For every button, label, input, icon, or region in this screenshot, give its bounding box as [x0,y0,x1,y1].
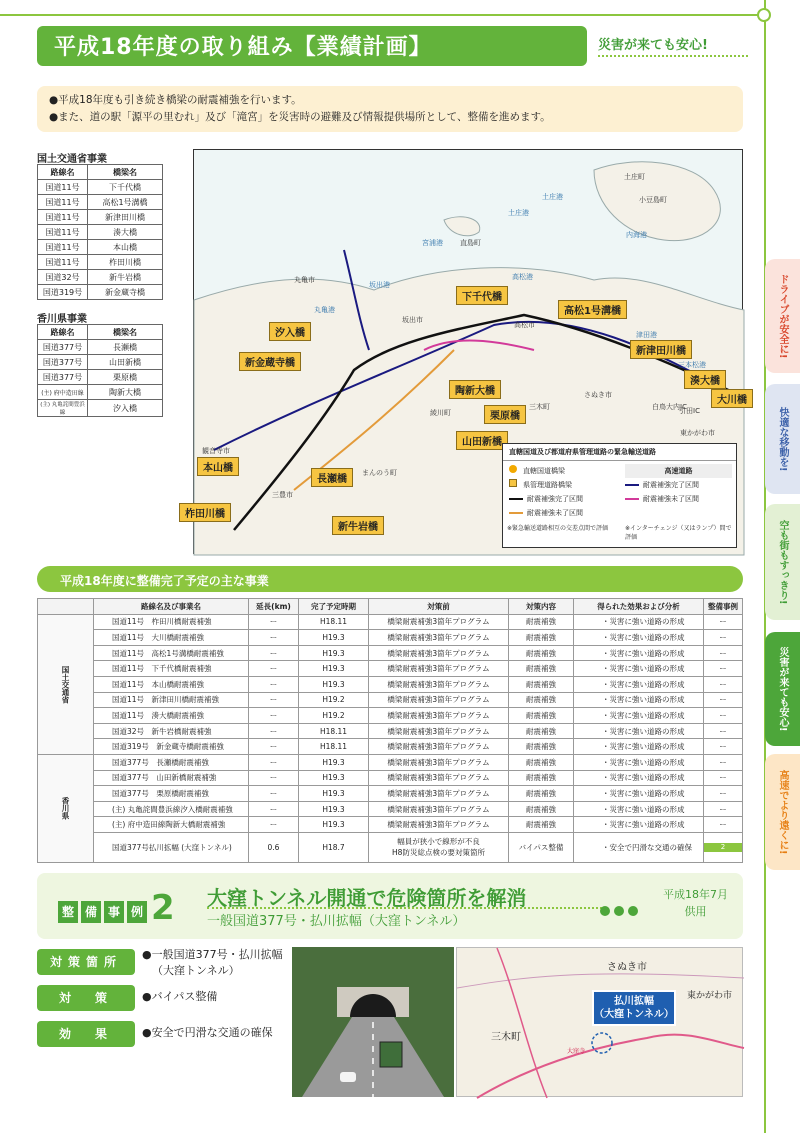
tab-clean-sky-city[interactable]: 空も街もすっきり! [765,504,800,620]
cell: H19.3 [299,754,369,770]
cell: ・災害に強い道路の形成 [574,692,704,708]
place-label: 高松市 [514,321,535,329]
cell: ・災害に強い道路の形成 [574,817,704,833]
place-label: まんのう町 [362,469,397,477]
cell: H19.3 [299,630,369,646]
cell: ー [704,676,743,692]
cell: 国道11号 湊大橋耐震補強 [94,708,249,724]
cell: ー [249,770,299,786]
bridge-label: 湊大橋 [684,370,726,389]
case-tag-char: 事 [104,901,124,923]
table-row [38,645,743,661]
cell: 橋梁耐震補強3箇年プログラム [369,692,509,708]
subtitle-rule [598,55,748,57]
table-row [38,770,743,786]
tab-drive-safety[interactable]: ドライブが安全に! [765,259,800,373]
tab-disaster-safety[interactable]: 災害が来ても安心! [765,632,800,746]
road-cell: 国道377号 [38,355,88,370]
case-title: 大窪トンネル開通で危険箇所を解消 [207,886,527,910]
group-cell: 香川県 [38,754,94,862]
cell: ・災害に強い道路の形成 [574,645,704,661]
highway-title: 高速道路 [625,464,732,478]
place-label: さぬき市 [584,391,612,399]
col-header: 路線名及び事業名 [94,599,249,615]
place-label: 土庄港 [542,193,563,201]
cell [369,832,509,862]
callout-line: （大窪トンネル） [594,1009,674,1020]
col-header: 橋梁名 [88,325,163,340]
legend-item [509,506,615,520]
cell: ・災害に強い道路の形成 [574,786,704,802]
intro-line: ●また、道の駅「源平の里むれ」及び「滝宮」を災害時の避難及び情報提供場所として、整備を進めます。 [49,111,551,123]
tunnel-illustration [292,947,454,1097]
road-cell: 国道377号 [38,340,88,355]
cell: 耐震補強 [509,676,574,692]
cell: ー [704,645,743,661]
table-row [38,355,163,370]
road-cell: 国道319号 [38,285,88,300]
legend-item [509,464,615,478]
cell: ー [249,817,299,833]
road-cell: 国道377号 [38,370,88,385]
map-label: 三木町 [491,1032,521,1043]
before-line: H8防災総点検の要対策箇所 [392,848,485,858]
cell: H18.7 [299,832,369,862]
place-label: 津田港 [636,331,657,339]
cell: バイパス整備 [509,832,574,862]
place-label: 宮浦港 [422,239,443,247]
table-row [38,739,743,755]
cell [704,832,743,862]
island-naoshima [444,217,480,236]
cell: ー [704,801,743,817]
cell: 国道377号 栗原橋耐震補強 [94,786,249,802]
bridge-label: 新金蔵寺橋 [239,352,301,371]
place-label: 坂出市 [402,316,423,324]
table-row [38,270,163,285]
case-rule [207,907,602,909]
cell: 国道11号 柞田川橋耐震補強 [94,614,249,630]
col-header: 完了予定時期 [299,599,369,615]
table-row [38,786,743,802]
col-header: 路線名 [38,165,88,180]
table-row [38,832,743,862]
bridge-label: 汐入橋 [269,322,311,341]
cell: ー [704,630,743,646]
case-tag-char: 整 [58,901,78,923]
cell: 橋梁耐震補強3箇年プログラム [369,770,509,786]
cell: 橋梁耐震補強3箇年プログラム [369,786,509,802]
cell: H19.3 [299,801,369,817]
place-label: 三本松港 [678,361,706,369]
cell: ・災害に強い道路の形成 [574,630,704,646]
intro-box [37,86,743,132]
legend-item [625,492,732,506]
cell: 耐震補強 [509,645,574,661]
place-label: 丸亀市 [294,276,315,284]
cell: 橋梁耐震補強3箇年プログラム [369,801,509,817]
place-label: 三木町 [529,403,550,411]
cell: ー [704,817,743,833]
road-cell: 国道11号 [38,210,88,225]
cell: 橋梁耐震補強3箇年プログラム [369,754,509,770]
map-label: 大窪寺 [567,1048,586,1055]
case-number: 2 [151,888,175,928]
cell: ・災害に強い道路の形成 [574,661,704,677]
cell: ・災害に強い道路の形成 [574,739,704,755]
place-label: 小豆島町 [639,196,667,204]
cell: ・安全で円滑な交通の確保 [574,832,704,862]
legend-item [625,478,732,492]
legend-text: 耐震補強完了区間 [527,495,583,503]
col-header: 整備事例 [704,599,743,615]
map-label: さぬき市 [607,962,647,973]
cell: 国道11号 高松1号溝橋耐震補強 [94,645,249,661]
bridge-label: 新津田川橋 [630,340,692,359]
legend-note: ※インターチェンジ（又はランプ）間で評価 [625,525,732,541]
legend-note: ※緊急輸送道路相互の交差点間で評価 [507,525,609,532]
bridge-label: 下千代橋 [456,286,508,305]
table-row [38,340,163,355]
cell: 橋梁耐震補強3箇年プログラム [369,708,509,724]
cell: ・災害に強い道路の形成 [574,754,704,770]
case-date [648,886,743,920]
cell: H19.3 [299,676,369,692]
table-row [38,255,163,270]
col-header: 路線名 [38,325,88,340]
place-label: 土庄町 [624,173,645,181]
page-title: 平成18年度の取り組み【業績計画】 [54,35,432,60]
bridge-label: 柞田川橋 [179,503,231,522]
cell: 国道377号 山田新橋耐震補強 [94,770,249,786]
table-row [38,630,743,646]
cell: 国道32号 新牛岩橋耐震補強 [94,723,249,739]
kagawa-label: 香川県事業 [37,314,87,325]
group-cell: 国土交通省 [38,614,94,754]
place-label: 東かがわ市 [680,429,715,437]
header-dot [757,8,771,22]
cell: ・災害に強い道路の形成 [574,723,704,739]
dot-ornament [600,906,638,916]
cell: ー [704,661,743,677]
road-cell: 国道11号 [38,255,88,270]
legend-item [509,478,615,492]
cell: 耐震補強 [509,708,574,724]
cell: 耐震補強 [509,801,574,817]
bridge-label: 新牛岩橋 [332,516,384,535]
bridge-label: 高松1号溝橋 [558,300,627,319]
cell: H18.11 [299,614,369,630]
cell: 耐震補強 [509,723,574,739]
bridge-cell: 湊大橋 [88,225,163,240]
bridge-cell: 長瀬橋 [88,340,163,355]
cell: ー [249,661,299,677]
text-line: ●一般国道377号・払川拡幅 [142,948,283,961]
road-cell: (主) 丸亀詫間豊浜線 [38,400,88,417]
cell: ー [249,676,299,692]
table-row [38,801,743,817]
bridge-label: 栗原橋 [484,405,526,424]
cell: H19.3 [299,770,369,786]
schedule-title: 平成18年度に整備完了予定の主な事業 [60,574,269,588]
tunnel-photo [292,947,454,1097]
bridge-label: 山田新橋 [456,431,508,450]
page-subtitle: 災害が来ても安心! [598,38,708,53]
cell: 耐震補強 [509,817,574,833]
label-measure: 対 策 [37,985,135,1011]
table-row [38,225,163,240]
label-location: 対策箇所 [37,949,135,975]
table-row [38,385,163,400]
cell: 国道11号 新津田川橋耐震補強 [94,692,249,708]
cell: ー [249,614,299,630]
cell: ー [249,786,299,802]
place-label: 綾川町 [430,409,451,417]
road-cell: (主) 府中造田線 [38,385,88,400]
table-row [38,180,163,195]
table-row [38,210,163,225]
cell: H19.3 [299,817,369,833]
cell: 橋梁耐震補強3箇年プログラム [369,630,509,646]
place-label: 坂出港 [369,281,390,289]
legend-text: 県管理道路橋梁 [523,481,572,489]
cell: ー [249,630,299,646]
table-row [38,614,743,630]
mlit-table [37,164,163,300]
label-effect: 効 果 [37,1021,135,1047]
location-text [142,947,283,979]
cell: 耐震補強 [509,786,574,802]
place-label: 引田IC [679,407,700,415]
table-row [38,817,743,833]
mlit-label: 国土交通省事業 [37,154,107,165]
map-label: 東かがわ市 [687,991,733,1001]
place-label: 丸亀港 [314,306,335,314]
date-line: 供用 [684,905,707,918]
table-row [38,400,163,417]
group-header [38,599,94,615]
table-row [38,692,743,708]
cell: 橋梁耐震補強3箇年プログラム [369,739,509,755]
map-legend [502,443,737,548]
cell: 国道11号 下千代橋耐震補強 [94,661,249,677]
bridge-cell: 山田新橋 [88,355,163,370]
cell: 国道11号 大川橋耐震補強 [94,630,249,646]
legend-text: 耐震補強未了区間 [643,495,699,503]
bridge-label: 長瀬橋 [311,468,353,487]
bridge-label: 本山橋 [197,457,239,476]
cell: ・災害に強い道路の形成 [574,801,704,817]
bridge-cell: 陶新大橋 [88,385,163,400]
cell: H19.2 [299,692,369,708]
bridge-map [185,149,747,554]
case-link-button[interactable]: 2 [704,843,742,852]
bridge-cell: 下千代橋 [88,180,163,195]
bridge-cell: 新金蔵寺橋 [88,285,163,300]
callout-line: 払川拡幅 [614,996,654,1007]
cell: ー [249,708,299,724]
cell: 0.6 [249,832,299,862]
place-label: 白鳥大内IC [652,403,687,411]
intro-line: ●平成18年度も引き続き橋梁の耐震補強を行います。 [49,94,302,106]
road-cell: 国道32号 [38,270,88,285]
text-line: （大窪トンネル） [152,964,240,977]
cell: ー [249,739,299,755]
cell: 耐震補強 [509,754,574,770]
cell: 国道319号 新金蔵寺橋耐震補強 [94,739,249,755]
bridge-label: 大川橋 [711,389,753,408]
effect-text: ●安全で円滑な交通の確保 [142,1026,273,1039]
bridge-cell: 新津田川橋 [88,210,163,225]
case-tag-char: 備 [81,901,101,923]
cell: ー [704,786,743,802]
cell: ・災害に強い道路の形成 [574,770,704,786]
cell: ー [249,692,299,708]
road-cell: 国道11号 [38,225,88,240]
cell: H19.3 [299,661,369,677]
legend-title: 直轄国道及び都道府県管理道路の緊急輸送道路 [503,444,736,461]
road-cell: 国道11号 [38,240,88,255]
cell: ー [704,614,743,630]
case-tag-char: 例 [127,901,147,923]
cell: 国道377号 長瀬橋耐震補強 [94,754,249,770]
place-label: 土庄港 [508,209,529,217]
legend-text: 耐震補強未了区間 [527,509,583,517]
tab-comfortable-travel[interactable]: 快適な移動を! [765,384,800,494]
schedule-table [37,598,743,863]
cell: H19.2 [299,708,369,724]
cell: 橋梁耐震補強3箇年プログラム [369,661,509,677]
cell: H18.11 [299,739,369,755]
place-label: 高松港 [512,273,533,281]
cell: 国道11号 本山橋耐震補強 [94,676,249,692]
cell: H19.3 [299,786,369,802]
case-tag [58,901,147,923]
cell: ー [249,645,299,661]
cell: ー [249,754,299,770]
cell: ー [704,770,743,786]
cell: 橋梁耐震補強3箇年プログラム [369,676,509,692]
tunnel-callout [592,990,676,1026]
cell: ー [704,739,743,755]
table-row [38,708,743,724]
cell: 耐震補強 [509,614,574,630]
col-header: 延長(km) [249,599,299,615]
cell: 橋梁耐震補強3箇年プログラム [369,723,509,739]
cell: 耐震補強 [509,739,574,755]
cell: ー [704,723,743,739]
table-row [38,370,163,385]
cell: 耐震補強 [509,692,574,708]
cell: ・災害に強い道路の形成 [574,614,704,630]
bridge-cell: 栗原橋 [88,370,163,385]
cell: 橋梁耐震補強3箇年プログラム [369,817,509,833]
col-header: 対策前 [369,599,509,615]
cell: ー [704,692,743,708]
col-header: 得られた効果および分析 [574,599,704,615]
place-label: 直島町 [460,239,481,247]
bridge-cell: 高松1号溝橋 [88,195,163,210]
cell: H19.3 [299,645,369,661]
cell: (主) 府中造田線陶新大橋耐震補強 [94,817,249,833]
table-row [38,195,163,210]
bridge-cell: 本山橋 [88,240,163,255]
before-line: 幅員が狭小で線形が不良 [397,837,480,847]
table-row [38,661,743,677]
place-label: 三豊市 [272,491,293,499]
legend-item [509,492,615,506]
bridge-label: 陶新大橋 [449,380,501,399]
cell: 耐震補強 [509,630,574,646]
measure-text: ●バイパス整備 [142,990,218,1003]
table-row [38,676,743,692]
header-row [38,599,743,615]
kagawa-table [37,324,163,417]
cell: ・災害に強い道路の形成 [574,676,704,692]
cell: 耐震補強 [509,770,574,786]
tab-highway[interactable]: 高速でより遠くに! [765,754,800,870]
table-row [38,285,163,300]
table-row [38,754,743,770]
cell: ー [249,801,299,817]
cell: (主) 丸亀詫間豊浜線汐入橋耐震補強 [94,801,249,817]
table-row [38,723,743,739]
legend-text: 耐震補強完了区間 [643,481,699,489]
case-subtitle: 一般国道377号・払川拡幅（大窪トンネル） [207,914,466,929]
cell: ー [704,708,743,724]
cell: 耐震補強 [509,661,574,677]
cell: ・災害に強い道路の形成 [574,708,704,724]
cell: ー [704,754,743,770]
place-label: 観音寺市 [202,447,230,455]
legend-text: 直轄国道橋梁 [523,467,565,475]
bridge-cell: 汐入橋 [88,400,163,417]
place-label: 内海港 [626,231,647,239]
bridge-cell: 新牛岩橋 [88,270,163,285]
table-row [38,240,163,255]
cell: 国道377号払川拡幅 (大窪トンネル) [94,832,249,862]
cell: 橋梁耐震補強3箇年プログラム [369,645,509,661]
cell: 橋梁耐震補強3箇年プログラム [369,614,509,630]
cell: H18.11 [299,723,369,739]
cell: ー [249,723,299,739]
road-cell: 国道11号 [38,180,88,195]
header-rule [0,14,770,16]
road-cell: 国道11号 [38,195,88,210]
date-line: 平成18年7月 [663,888,728,901]
col-header: 橋梁名 [88,165,163,180]
bridge-cell: 柞田川橋 [88,255,163,270]
col-header: 対策内容 [509,599,574,615]
